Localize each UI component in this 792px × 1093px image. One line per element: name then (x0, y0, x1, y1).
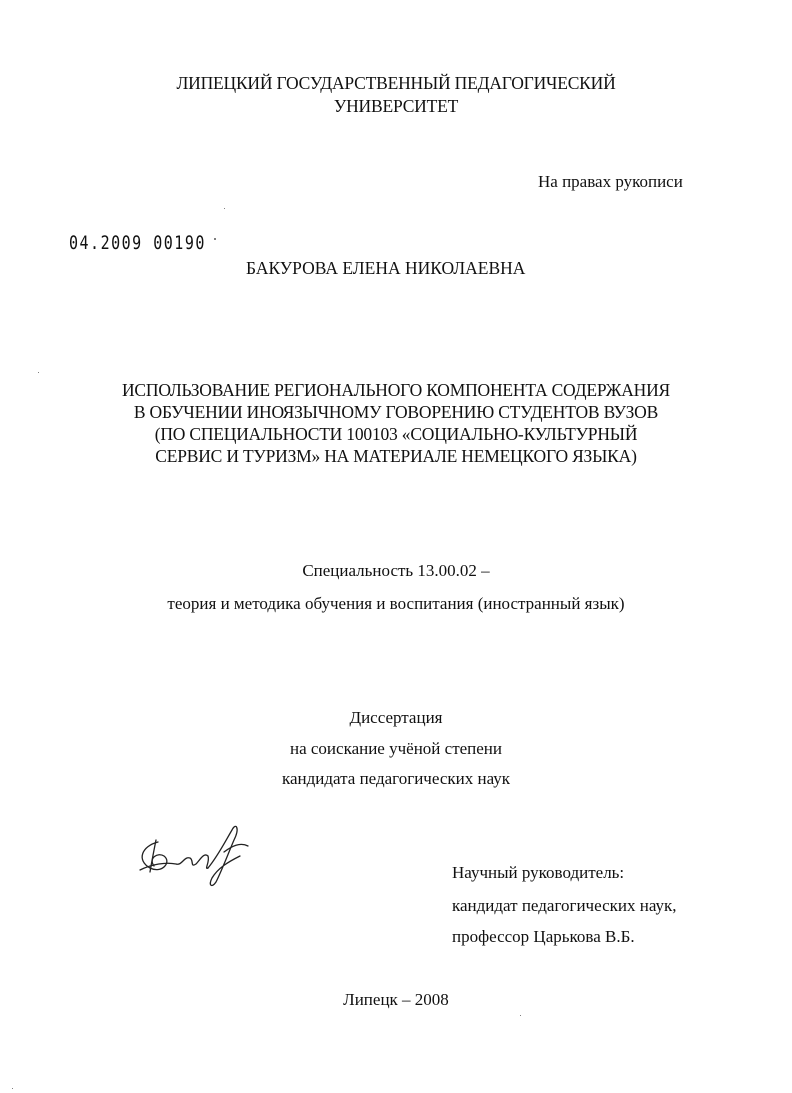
advisor-name: профессор Царькова В.Б. (452, 927, 635, 946)
scan-speck (224, 208, 225, 209)
scan-speck (214, 238, 216, 240)
dissertation-degree-name: кандидата педагогических наук (281, 769, 511, 788)
place-and-year: Липецк – 2008 (343, 990, 449, 1009)
manuscript-note: На правах рукописи (538, 172, 683, 191)
specialty-name: теория и методика обучения и воспитания (иностранный язык) (167, 594, 625, 613)
dissertation-label: Диссертация (349, 708, 443, 727)
library-registry-number: 04.2009 00190 (69, 231, 206, 254)
author-name: БАКУРОВА ЕЛЕНА НИКОЛАЕВНА (246, 258, 526, 278)
dissertation-title-line-1: ИСПОЛЬЗОВАНИЕ РЕГИОНАЛЬНОГО КОМПОНЕНТА СОДЕРЖАНИЯ (121, 380, 671, 400)
advisor-label: Научный руководитель: (452, 863, 625, 882)
dissertation-title-line-3: (ПО СПЕЦИАЛЬНОСТИ 100103 «СОЦИАЛЬНО-КУЛЬТУРНЫЙ (154, 424, 638, 444)
author-signature (128, 812, 258, 890)
dissertation-degree-line: на соискание учёной степени (289, 739, 503, 758)
dissertation-title-line-2: В ОБУЧЕНИИ ИНОЯЗЫЧНОМУ ГОВОРЕНИЮ СТУДЕНТОВ ВУЗОВ (133, 402, 659, 422)
scan-speck (520, 1015, 521, 1016)
dissertation-title-line-4: СЕРВИС И ТУРИЗМ» НА МАТЕРИАЛЕ НЕМЕЦКОГО ЯЗЫКА) (155, 446, 637, 466)
specialty-code: Специальность 13.00.02 – (302, 561, 490, 580)
university-name-line-1: ЛИПЕЦКИЙ ГОСУДАРСТВЕННЫЙ ПЕДАГОГИЧЕСКИЙ (176, 73, 616, 93)
university-name-line-2: УНИВЕРСИТЕТ (333, 96, 459, 116)
scan-speck (38, 372, 39, 373)
scan-speck (12, 1088, 13, 1089)
advisor-degree: кандидат педагогических наук, (452, 896, 677, 915)
